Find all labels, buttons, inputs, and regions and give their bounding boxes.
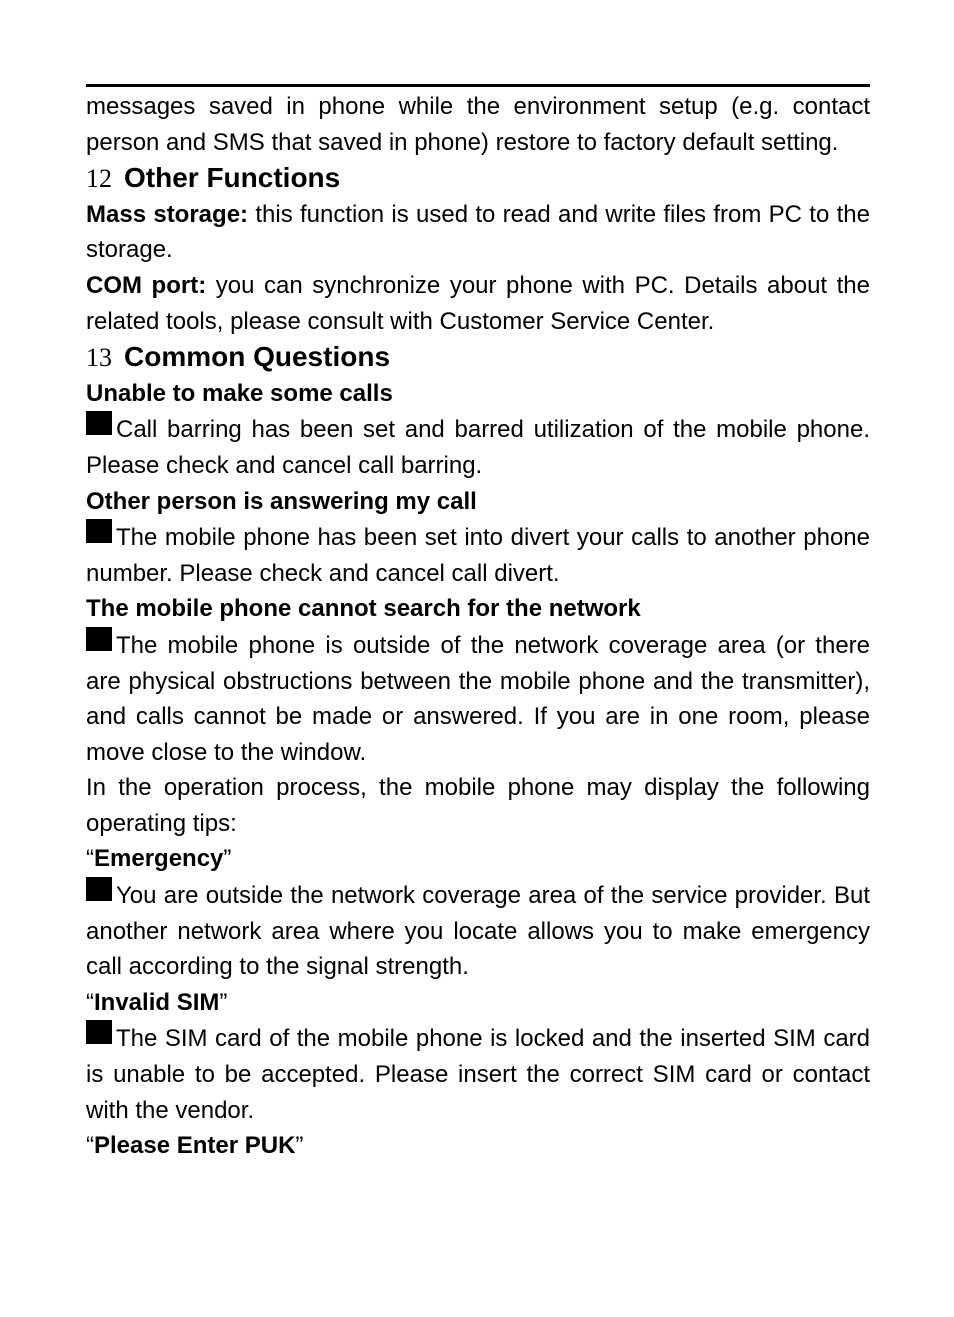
tip-text: You are outside the network coverage area of the service provider. But another network area where you locate allows you to make emergency call according to the signal strength. [86, 882, 870, 981]
tip-title: “Invalid SIM” [86, 988, 228, 1016]
answer-text: Call barring has been set and barred utilization of the mobile phone. Please check and cancel call barring. [86, 416, 870, 479]
square-bullet-icon [86, 411, 112, 435]
header-rule [86, 84, 870, 87]
answer-text: The mobile phone has been set into divert your calls to another phone number. Please check and cancel call divert. [86, 524, 870, 587]
square-bullet-icon [86, 519, 112, 543]
document-page [86, 84, 870, 1164]
section-heading-other-functions [86, 160, 870, 197]
square-bullet-icon [86, 627, 112, 651]
question-title-text: Other person is answering my call [86, 487, 477, 515]
com-port-text: you can synchronize your phone with PC. Details about the related tools, please consult with Customer Service Center. [86, 271, 870, 335]
section-title: Other Functions [124, 162, 341, 194]
section-number: 12 [86, 164, 112, 194]
tips-intro-paragraph: In the operation process, the mobile phone may display the following operating tips: [86, 774, 870, 837]
tip-title: “Please Enter PUK” [86, 1132, 304, 1160]
question-title [86, 376, 870, 412]
mass-storage-text: this function is used to read and write files from PC to the storage. [86, 200, 870, 264]
question-title-text: Unable to make some calls [86, 379, 393, 407]
com-port-label: COM port: [86, 271, 207, 299]
answer-paragraph [86, 411, 870, 483]
answer-paragraph [86, 519, 870, 591]
square-bullet-icon [86, 877, 112, 901]
tip-paragraph [86, 1020, 870, 1128]
square-bullet-icon [86, 1020, 112, 1044]
answer-paragraph [86, 627, 870, 770]
answer-text: The mobile phone is outside of the network coverage area (or there are physical obstructions between the mobile phone and the transmitter), and calls cannot be made or answered. If you are in one room, please move close to the window. [86, 631, 870, 766]
question-title-text: The mobile phone cannot search for the network [86, 595, 641, 623]
question-title [86, 484, 870, 520]
tip-title: “Emergency” [86, 845, 232, 873]
section-title: Common Questions [124, 341, 391, 373]
tip-title-text: Invalid SIM [94, 988, 220, 1016]
question-title [86, 591, 870, 627]
tip-title-text: Please Enter PUK [94, 1132, 296, 1160]
section-heading-common-questions [86, 339, 870, 376]
tip-text: The SIM card of the mobile phone is locked and the inserted SIM card is unable to be accepted. Please insert the correct SIM card or contact with the vendor. [86, 1025, 870, 1124]
mass-storage-paragraph [86, 197, 870, 268]
tip-title-text: Emergency [94, 845, 224, 873]
intro-paragraph: messages saved in phone while the environment setup (e.g. contact person and SMS that saved in phone) restore to factory default setting. [86, 93, 870, 156]
com-port-paragraph [86, 268, 870, 339]
tip-paragraph [86, 877, 870, 985]
mass-storage-label: Mass storage: [86, 200, 249, 228]
section-number: 13 [86, 343, 112, 373]
